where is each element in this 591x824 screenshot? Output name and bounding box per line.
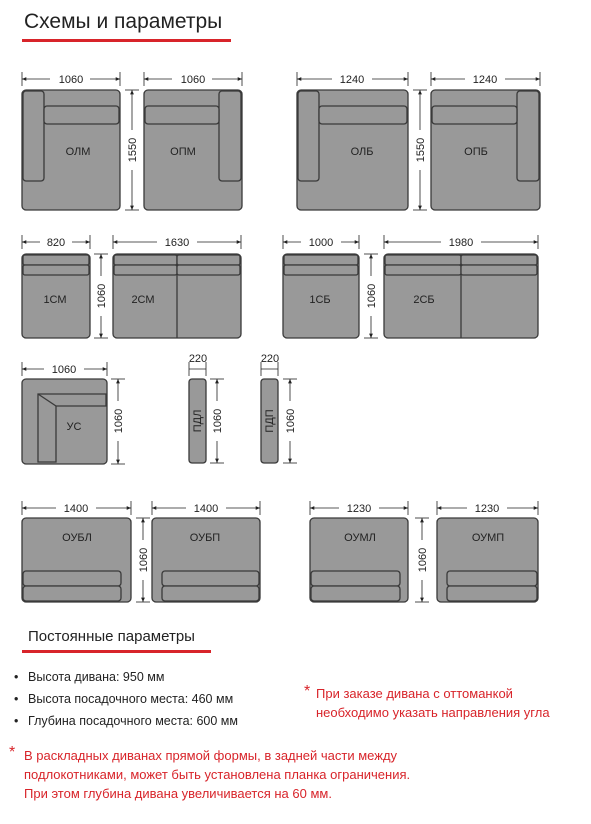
dim-1sb-width: 1000 <box>308 237 334 249</box>
label-ouml: ОУМЛ <box>344 532 376 544</box>
straight-sofa-note <box>24 746 410 803</box>
module-opb <box>431 90 540 210</box>
label-1cm: 1СМ <box>43 294 67 306</box>
label-1sb: 1СБ <box>309 294 331 306</box>
dim-olm-width: 1060 <box>58 74 84 86</box>
dim-1cm-depth: 1060 <box>96 283 108 309</box>
dim-us-depth: 1060 <box>113 408 125 434</box>
dim-opb-width: 1240 <box>472 74 498 86</box>
label-oubl: ОУБЛ <box>62 532 92 544</box>
label-pdp: ПДП <box>264 409 276 433</box>
straight-note-line-1: В раскладных диванах прямой формы, в задней части между <box>24 748 398 763</box>
module-1sb <box>283 254 359 338</box>
label-opb: ОПБ <box>464 146 488 158</box>
label-olm: ОЛМ <box>65 146 91 158</box>
dim-2cm-width: 1630 <box>164 237 190 249</box>
module-pdp <box>261 379 278 463</box>
dim-1sb-depth: 1060 <box>366 283 378 309</box>
module-oump <box>437 518 538 602</box>
dim-olm-depth: 1550 <box>127 137 139 163</box>
dim-olb-depth: 1550 <box>415 137 427 163</box>
label-oump: ОУМП <box>471 532 505 544</box>
section-underline <box>22 650 211 653</box>
ottoman-note-line-2: необходимо указать направления угла <box>316 705 550 720</box>
straight-note-line-2: подлокотниками, может быть установлена планка ограничения. <box>24 767 411 782</box>
label-2cm: 2СМ <box>131 294 155 306</box>
ottoman-note <box>316 684 550 722</box>
label-olb: ОЛБ <box>350 146 374 158</box>
constant-params-title: Постоянные параметры <box>28 628 195 645</box>
param-seat-depth: • Глубина посадочного места: 600 мм <box>14 710 238 732</box>
label-pdl: ПДЛ <box>192 409 204 433</box>
module-olm <box>22 90 120 210</box>
module-2sb <box>384 254 538 338</box>
dim-2sb-width: 1980 <box>448 237 474 249</box>
module-opm <box>144 90 242 210</box>
dim-1cm-width: 820 <box>46 237 66 249</box>
label-us: УС <box>66 421 82 433</box>
dim-oubl-depth: 1060 <box>138 547 150 573</box>
ottoman-note-line-1: При заказе дивана с оттоманкой <box>316 686 513 701</box>
dim-pdl-width: 220 <box>188 353 208 365</box>
dim-oubp-width: 1400 <box>193 503 219 515</box>
straight-note-asterisk: * <box>9 744 16 761</box>
straight-note-line-3: При этом глубина дивана увеличивается на 60 мм. <box>24 786 332 801</box>
dim-ouml-width: 1230 <box>346 503 372 515</box>
dim-pdp-width: 220 <box>260 353 280 365</box>
label-opm: ОПМ <box>170 146 196 158</box>
param-height: • Высота дивана: 950 мм <box>14 666 238 688</box>
module-oubl <box>22 518 131 602</box>
dim-olb-width: 1240 <box>339 74 365 86</box>
constant-params-list <box>14 666 238 732</box>
dim-pdl-depth: 1060 <box>212 408 224 434</box>
page-title: Схемы и параметры <box>24 10 223 33</box>
dim-oump-width: 1230 <box>474 503 500 515</box>
dim-opm-width: 1060 <box>180 74 206 86</box>
dim-us-width: 1060 <box>51 364 77 376</box>
dim-pdp-depth: 1060 <box>285 408 297 434</box>
label-2sb: 2СБ <box>413 294 435 306</box>
module-pdl <box>189 379 206 463</box>
dim-ouml-depth: 1060 <box>417 547 429 573</box>
dim-oubl-width: 1400 <box>63 503 89 515</box>
module-ouml <box>310 518 408 602</box>
label-oubp: ОУБП <box>189 532 221 544</box>
module-olb <box>297 90 408 210</box>
param-seat-height: • Высота посадочного места: 460 мм <box>14 688 238 710</box>
ottoman-note-asterisk: * <box>304 683 311 700</box>
module-1cm <box>22 254 90 338</box>
module-2cm <box>113 254 241 338</box>
module-us <box>22 379 107 464</box>
module-oubp <box>152 518 260 602</box>
